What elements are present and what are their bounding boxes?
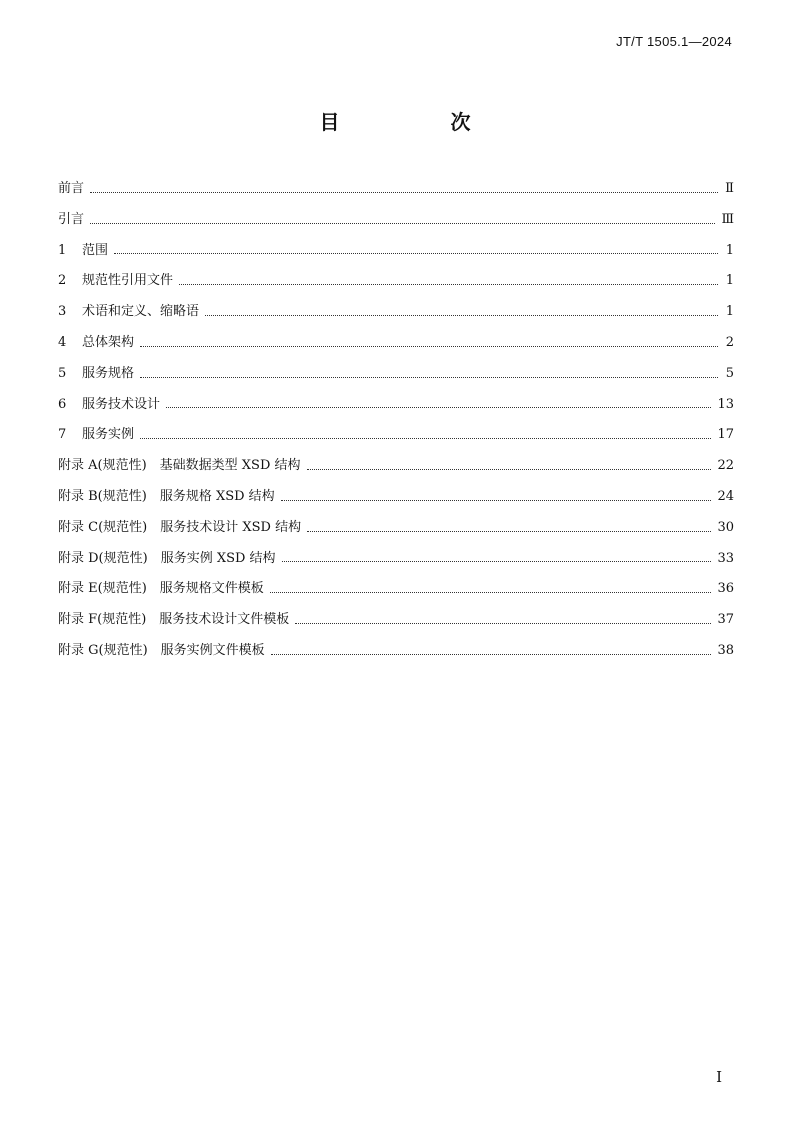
page-title: 目 次 <box>319 110 523 134</box>
toc-entry-page: 5 <box>725 365 734 381</box>
toc-entry-number: 1 <box>58 242 67 258</box>
dot-leader <box>205 315 718 316</box>
toc-entry-page: 13 <box>717 396 734 412</box>
toc-entry-label: 范围 <box>82 242 109 258</box>
toc-entry-page: 1 <box>725 304 734 320</box>
toc-entry-label: 总体架构 <box>82 334 135 350</box>
toc-entry-page: 24 <box>717 488 734 504</box>
toc-entry-introduction[interactable] <box>58 205 734 236</box>
toc-entry-appendix-c[interactable] <box>58 513 734 544</box>
dot-leader <box>90 192 718 193</box>
toc-entry-label: 附录 E(规范性) 服务规格文件模板 <box>58 581 264 597</box>
toc-entry-page: 30 <box>717 519 734 535</box>
toc-entry-label: 引言 <box>58 211 85 227</box>
dot-leader <box>90 223 715 224</box>
toc-entry-page: 2 <box>725 334 734 350</box>
toc-entry-label: 附录 B(规范性) 服务规格 XSD 结构 <box>58 488 275 504</box>
toc-entry-page: 36 <box>717 581 734 597</box>
toc-entry-number: 7 <box>58 427 67 443</box>
toc-entry-page: 1 <box>725 242 734 258</box>
toc-entry-number: 3 <box>58 304 67 320</box>
toc-entry-page: 22 <box>717 458 734 474</box>
dot-leader <box>114 253 718 254</box>
toc-entry-number: 5 <box>58 365 67 381</box>
toc-entry-label: 术语和定义、缩略语 <box>82 304 200 320</box>
dot-leader <box>281 500 712 501</box>
toc-entry-appendix-g[interactable] <box>58 636 734 667</box>
toc-entry-page: Ⅱ <box>725 181 734 196</box>
dot-leader <box>140 438 711 439</box>
dot-leader <box>179 284 718 285</box>
toc-entry-7[interactable] <box>58 420 734 451</box>
toc-entry-label: 附录 F(规范性) 服务技术设计文件模板 <box>58 612 290 628</box>
toc-entry-foreword[interactable] <box>58 174 734 205</box>
toc-entry-label: 规范性引用文件 <box>82 273 174 289</box>
toc-entry-6[interactable] <box>58 390 734 421</box>
toc-entry-1[interactable] <box>58 236 734 267</box>
toc-entry-2[interactable] <box>58 266 734 297</box>
dot-leader <box>282 561 712 562</box>
toc-entry-page: 17 <box>717 427 734 443</box>
dot-leader <box>270 592 712 593</box>
toc-entry-4[interactable] <box>58 328 734 359</box>
toc-entry-label: 服务技术设计 <box>82 396 161 412</box>
toc-entry-page: Ⅲ <box>721 211 734 227</box>
toc-entry-appendix-e[interactable] <box>58 574 734 605</box>
document-number: JT/T 1505.1—2024 <box>616 34 732 49</box>
toc-entry-page: 33 <box>717 550 734 566</box>
dot-leader <box>307 531 711 532</box>
toc-entry-label: 服务规格 <box>82 365 135 381</box>
toc-entry-label: 附录 G(规范性) 服务实例文件模板 <box>58 642 265 658</box>
dot-leader <box>140 346 718 347</box>
toc-entry-label: 附录 C(规范性) 服务技术设计 XSD 结构 <box>58 519 302 535</box>
dot-leader <box>307 469 712 470</box>
toc-entry-label: 附录 D(规范性) 服务实例 XSD 结构 <box>58 550 276 566</box>
dot-leader <box>271 654 712 655</box>
toc-entry-3[interactable] <box>58 297 734 328</box>
toc-entry-appendix-f[interactable] <box>58 605 734 636</box>
toc-entry-appendix-b[interactable] <box>58 482 734 513</box>
toc-entry-page: 38 <box>717 642 734 658</box>
toc-entry-label: 附录 A(规范性) 基础数据类型 XSD 结构 <box>58 458 301 474</box>
toc-entry-number: 4 <box>58 334 67 350</box>
toc-entry-appendix-d[interactable] <box>58 544 734 575</box>
toc-entry-label: 服务实例 <box>82 427 135 443</box>
toc-entry-label: 前言 <box>58 181 85 196</box>
toc-entry-appendix-a[interactable] <box>58 451 734 482</box>
toc-entry-5[interactable] <box>58 359 734 390</box>
toc-entry-page: 37 <box>717 612 734 628</box>
table-of-contents <box>58 174 734 667</box>
toc-entry-number: 2 <box>58 273 67 289</box>
toc-entry-number: 6 <box>58 396 67 412</box>
page-number: I <box>716 1068 722 1086</box>
toc-entry-page: 1 <box>725 273 734 289</box>
dot-leader <box>295 623 711 624</box>
dot-leader <box>166 407 711 408</box>
dot-leader <box>140 377 718 378</box>
